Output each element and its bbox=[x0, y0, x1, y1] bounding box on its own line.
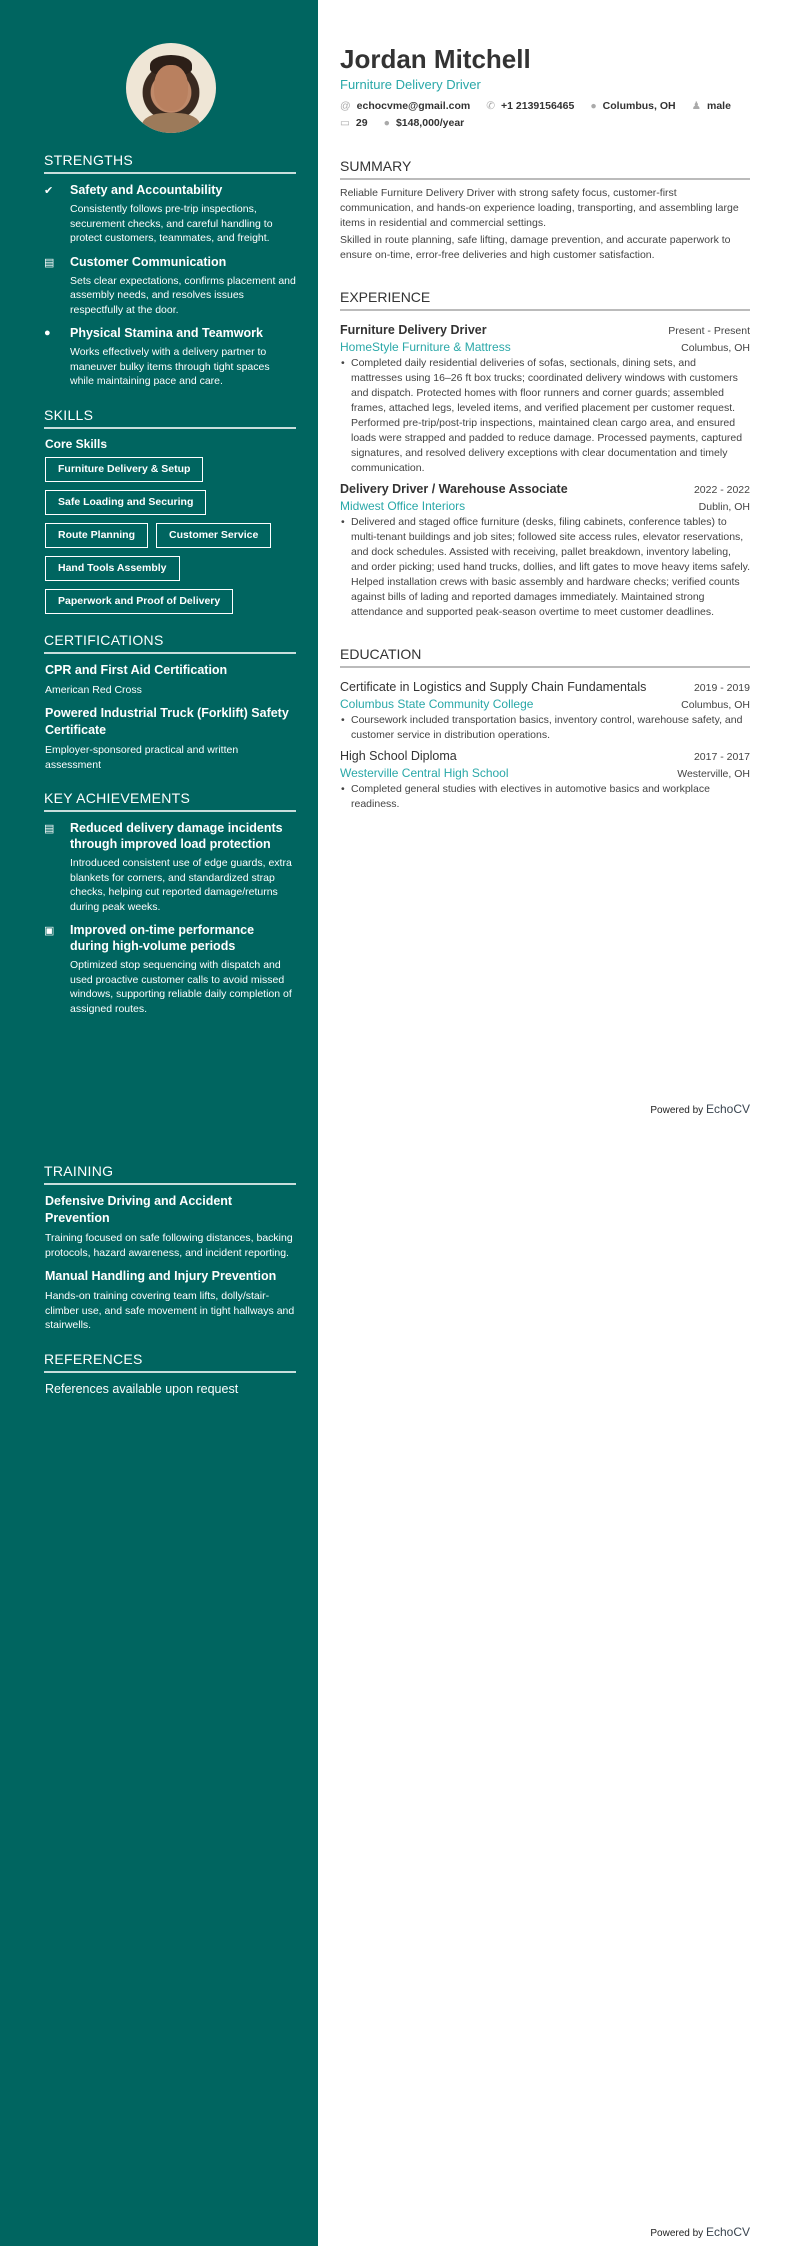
footer-prefix: Powered by bbox=[650, 2228, 704, 2239]
job-title: Delivery Driver / Warehouse Associate bbox=[340, 482, 568, 496]
cert-issuer: Employer-sponsored practical and written assessment bbox=[45, 744, 239, 771]
strength-desc: Works effectively with a delivery partner to maneuver bulky items through tight spaces while maintaining pace and care. bbox=[70, 346, 270, 387]
training-title: Manual Handling and Injury Prevention bbox=[45, 1269, 277, 1283]
skill-tag: Paperwork and Proof of Delivery bbox=[45, 589, 233, 614]
edu-location: Westerville, OH bbox=[677, 768, 750, 780]
phone-icon: ✆ bbox=[486, 100, 496, 112]
profile-photo bbox=[126, 43, 216, 133]
degree: High School Diploma bbox=[340, 749, 457, 763]
email[interactable]: echocvme@gmail.com bbox=[356, 100, 471, 112]
section-heading: SKILLS bbox=[44, 407, 296, 429]
skill-tag: Furniture Delivery & Setup bbox=[45, 457, 203, 482]
job-bullet: • Delivered and staged office furniture (desks, filing cabinets, conference tables) to multi-tenant buildings and job sites; followed site access rules, elevator reservations, and dock schedules. Assisted with receiving, pallet breakdown, inventory labeling, and order picking; used hand trucks, dollies, and lift gates to move heavy items safely. Helped installation crews with basic assembly and hardware checks; verified counts against bills of lading and reported damages immediately. Maintained strong attendance and supported peak-season overtime to meet customer deadlines. bbox=[340, 515, 750, 620]
company: HomeStyle Furniture & Mattress bbox=[340, 340, 511, 354]
achievement-desc: Introduced consistent use of edge guards, extra blankets for corners, and standardized strap checks, helping cut reported damage/returns during peak weeks. bbox=[70, 857, 292, 913]
achievement-desc: Optimized stop sequencing with dispatch and used proactive customer calls to avoid missed windows, supporting reliable daily completion of assigned routes. bbox=[70, 959, 292, 1015]
gender: male bbox=[707, 100, 731, 112]
footer-prefix: Powered by bbox=[650, 1105, 704, 1116]
age: 29 bbox=[355, 117, 368, 129]
section-heading: EXPERIENCE bbox=[340, 289, 750, 311]
cert-title: CPR and First Aid Certification bbox=[45, 662, 228, 677]
skills-section bbox=[44, 407, 296, 614]
achievement-item bbox=[44, 820, 296, 914]
cert-title: Powered Industrial Truck (Forklift) Safety Certificate bbox=[45, 706, 289, 737]
achievement-item bbox=[44, 922, 296, 1016]
section-heading: REFERENCES bbox=[44, 1351, 296, 1373]
job-entry bbox=[340, 317, 750, 476]
strength-item bbox=[44, 182, 296, 246]
job-bullet: • Completed daily residential deliveries of sofas, sectionals, dining sets, and mattresses using 16–26 ft box trucks; coordinated delivery windows with customers and dispatch. Protected homes with floor runners and corner guards; assembled frames, attached legs, leveled items, and verified placement per customer request. Performed pre-trip/post-trip inspections, maintained clean cargo area, and ensured loads were strapped and padded to reduce damage. Processed payments, captured signatures, and resolved delivery exceptions with clear documentation and timely communication. bbox=[340, 356, 750, 476]
powered-by-footer bbox=[650, 2225, 750, 2239]
section-heading: EDUCATION bbox=[340, 646, 750, 668]
section-heading: TRAINING bbox=[44, 1163, 296, 1185]
strength-item bbox=[44, 325, 296, 389]
education-entry bbox=[340, 743, 750, 812]
summary-paragraph: Skilled in route planning, safe lifting, damage prevention, and accurate paperwork to ensure on-time, error-free deliveries and high customer satisfaction. bbox=[340, 234, 731, 261]
training-desc: Training focused on safe following distances, backing protocols, hazard awareness, and incident reporting. bbox=[45, 1232, 293, 1259]
sidebar-page-1 bbox=[44, 152, 296, 1034]
salary: $148,000/year bbox=[395, 117, 465, 129]
certifications-section bbox=[44, 632, 296, 773]
strength-title: Safety and Accountability bbox=[70, 183, 223, 197]
archive-icon: ▣ bbox=[44, 925, 55, 937]
education-entry bbox=[340, 674, 750, 743]
section-heading: STRENGTHS bbox=[44, 152, 296, 174]
job-dates: Present - Present bbox=[668, 325, 750, 337]
footer-brand[interactable]: EchoCV bbox=[705, 1102, 750, 1116]
degree: Certificate in Logistics and Supply Chain Fundamentals bbox=[340, 680, 647, 694]
job-location: Dublin, OH bbox=[698, 501, 750, 513]
document-icon: ▤ bbox=[44, 256, 55, 269]
candidate-name: Jordan Mitchell bbox=[340, 44, 531, 74]
school: Columbus State Community College bbox=[340, 697, 534, 711]
main-content bbox=[340, 44, 750, 812]
contact-info bbox=[340, 98, 750, 132]
sidebar-page-2 bbox=[44, 1163, 296, 1416]
salary-icon: ● bbox=[383, 117, 390, 129]
school: Westerville Central High School bbox=[340, 766, 509, 780]
sidebar bbox=[0, 0, 318, 2246]
edu-bullet: • Completed general studies with electives in automotive basics and workplace readiness. bbox=[340, 782, 750, 812]
edu-location: Columbus, OH bbox=[681, 699, 750, 711]
skill-tag: Safe Loading and Securing bbox=[45, 490, 206, 515]
section-heading: SUMMARY bbox=[340, 158, 750, 180]
training-title: Defensive Driving and Accident Prevention bbox=[45, 1194, 233, 1225]
skill-tag: Hand Tools Assembly bbox=[45, 556, 180, 581]
footer-brand[interactable]: EchoCV bbox=[705, 2225, 750, 2239]
edu-dates: 2017 - 2017 bbox=[693, 751, 750, 763]
at-icon: @ bbox=[340, 100, 351, 112]
achievements-section bbox=[44, 790, 296, 1016]
phone[interactable]: +1 2139156465 bbox=[501, 100, 575, 112]
location: Columbus, OH bbox=[602, 100, 676, 112]
person-icon: ♟ bbox=[691, 100, 701, 112]
strengths-section bbox=[44, 152, 296, 389]
training-desc: Hands-on training covering team lifts, dolly/stair-climber use, and safe movement in tight hallways and stairwells. bbox=[45, 1290, 295, 1331]
chat-icon: ● bbox=[44, 327, 51, 339]
job-title: Furniture Delivery Driver bbox=[340, 323, 487, 337]
skill-tag: Customer Service bbox=[156, 523, 271, 548]
company: Midwest Office Interiors bbox=[340, 499, 466, 513]
strength-desc: Consistently follows pre-trip inspections, securement checks, and careful handling to protect customers, teammates, and freight. bbox=[70, 203, 273, 244]
training-section bbox=[44, 1163, 296, 1333]
section-heading: CERTIFICATIONS bbox=[44, 632, 296, 654]
skill-tags bbox=[44, 457, 296, 614]
summary-paragraph: Reliable Furniture Delivery Driver with strong safety focus, customer-first communication, and hands-on experience loading, transporting, and assembling large items in residential and commercial settings. bbox=[340, 187, 739, 229]
powered-by-footer bbox=[650, 1102, 750, 1116]
candidate-title: Furniture Delivery Driver bbox=[340, 77, 481, 92]
strength-item bbox=[44, 254, 296, 318]
job-entry bbox=[340, 476, 750, 620]
strength-title: Physical Stamina and Teamwork bbox=[70, 326, 263, 340]
references-text: References available upon request bbox=[45, 1381, 239, 1396]
job-location: Columbus, OH bbox=[681, 342, 750, 354]
strength-desc: Sets clear expectations, confirms placement and assembly needs, and resolves issues respectfully at the door. bbox=[70, 274, 296, 316]
calendar-icon: ▭ bbox=[340, 117, 350, 129]
skill-tag: Route Planning bbox=[45, 523, 148, 548]
achievement-title: Improved on-time performance during high-volume periods bbox=[70, 923, 255, 953]
check-circle-icon: ✔ bbox=[44, 185, 54, 197]
strength-title: Customer Communication bbox=[70, 254, 227, 269]
skill-group-label: Core Skills bbox=[45, 436, 108, 451]
references-section bbox=[44, 1351, 296, 1398]
job-dates: 2022 - 2022 bbox=[693, 484, 750, 496]
file-icon: ▤ bbox=[44, 823, 55, 835]
edu-bullet: • Coursework included transportation basics, inventory control, warehouse safety, and customer service in distribution operations. bbox=[340, 713, 750, 743]
location-icon: ● bbox=[590, 100, 597, 112]
cert-issuer: American Red Cross bbox=[45, 683, 142, 696]
achievement-title: Reduced delivery damage incidents through improved load protection bbox=[70, 821, 283, 851]
edu-dates: 2019 - 2019 bbox=[693, 682, 750, 694]
section-heading: KEY ACHIEVEMENTS bbox=[44, 790, 296, 812]
